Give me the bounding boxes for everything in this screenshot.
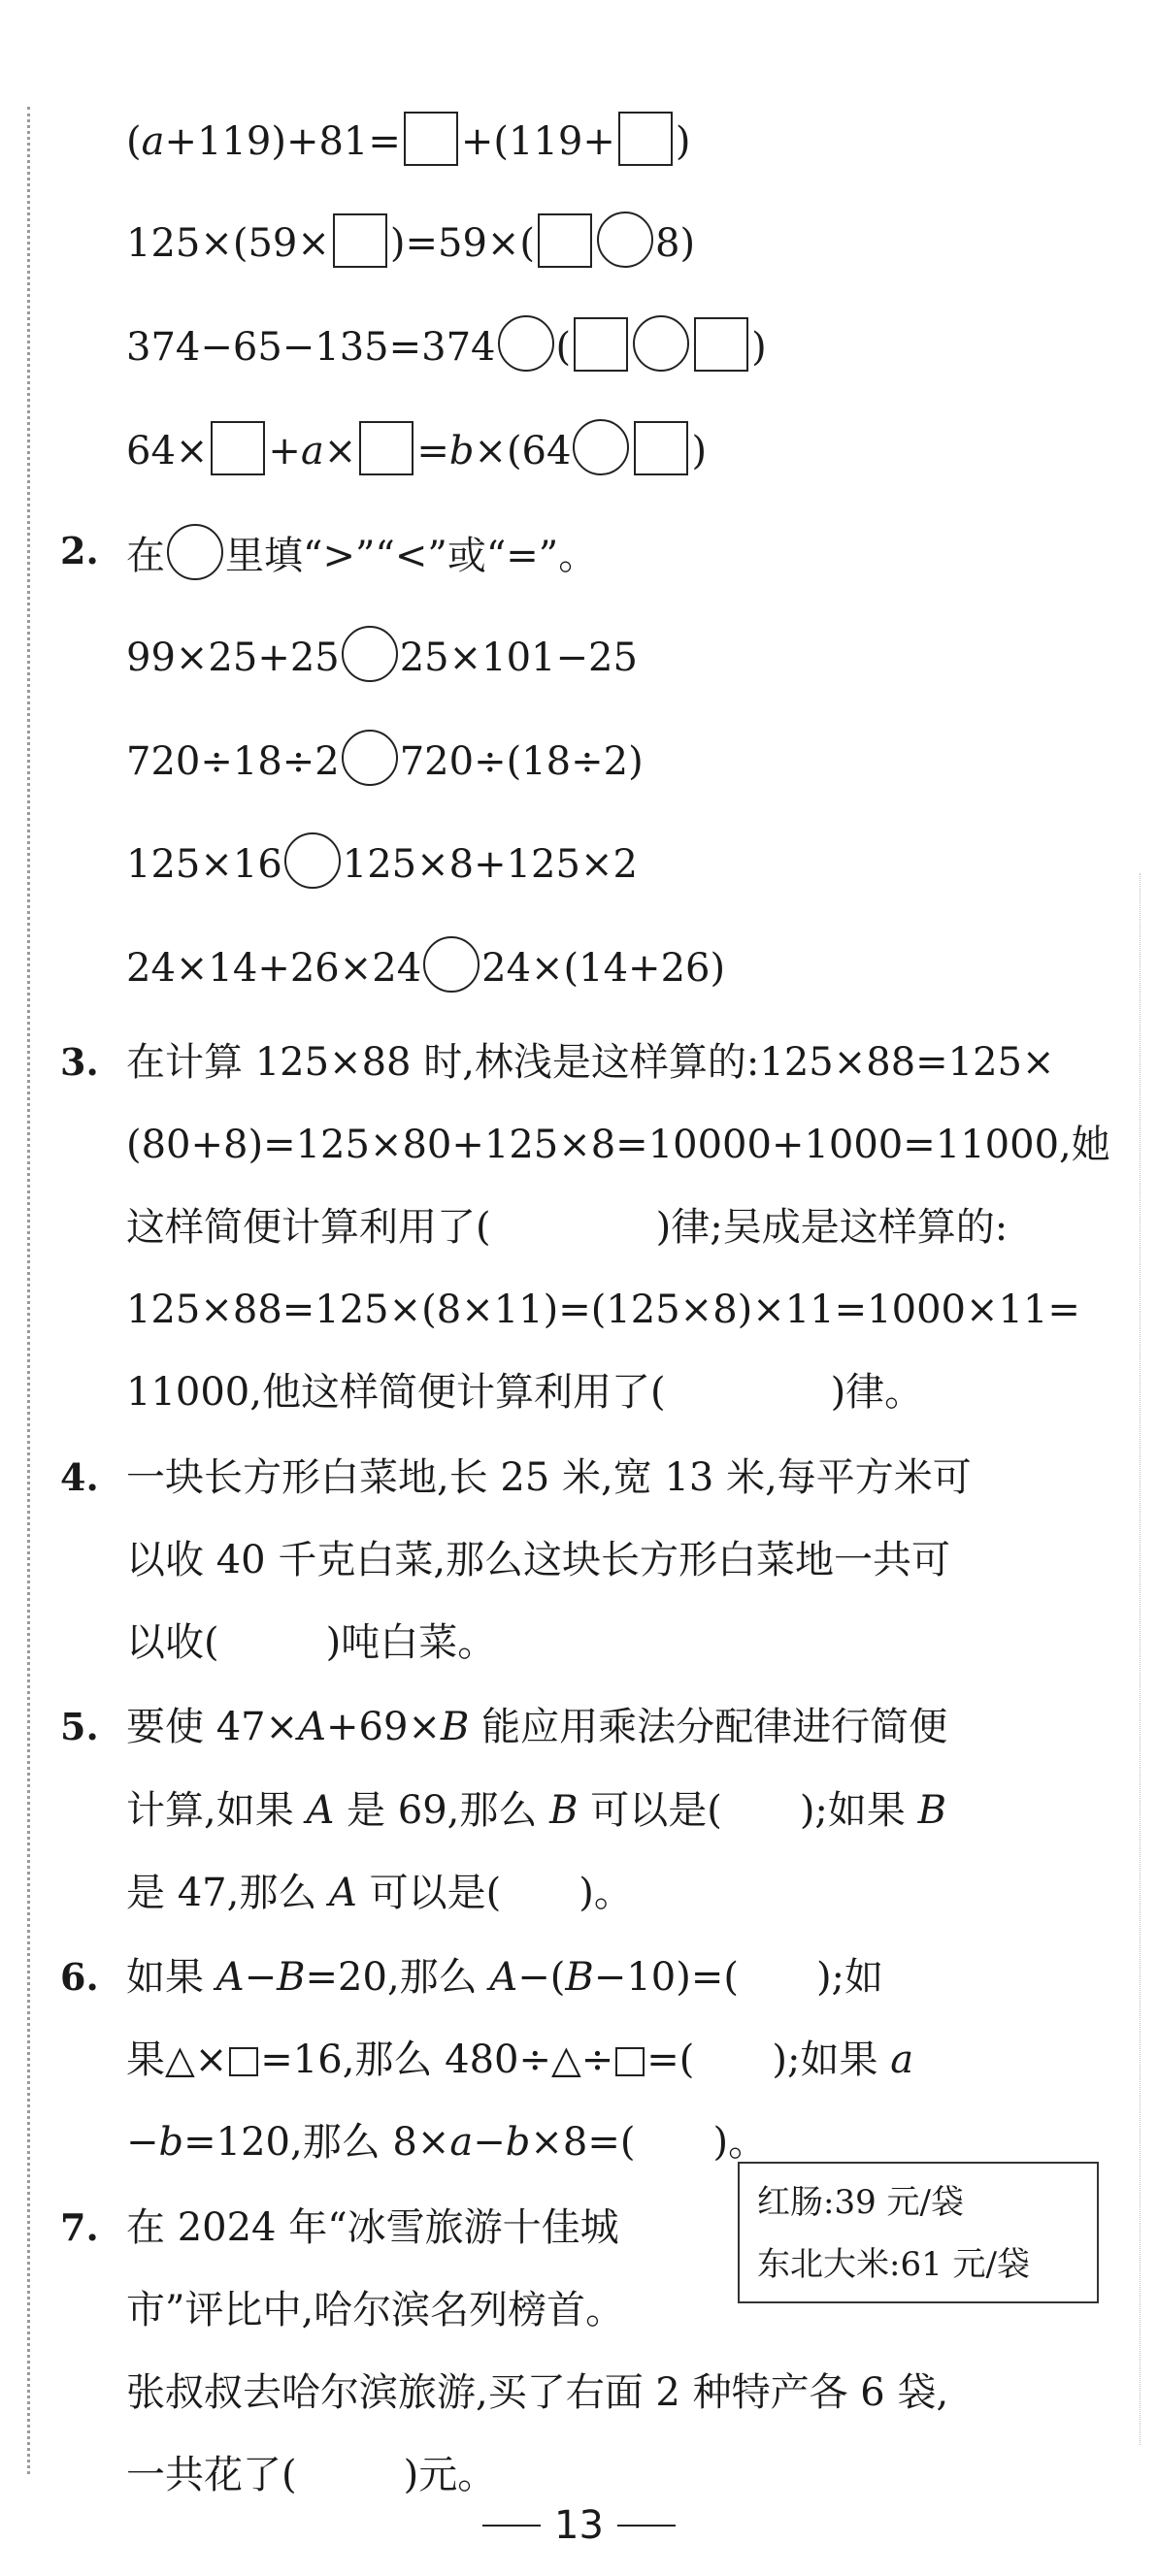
square-symbol [229, 2047, 258, 2076]
q5-line-1: 要使 47×A+69×B 能应用乘法分配律进行简便 [126, 1705, 948, 1749]
compare-circle[interactable] [423, 936, 480, 993]
operator-circle[interactable] [633, 315, 689, 372]
footer-dash-right [617, 2525, 676, 2527]
q6-line-3: −b=120,那么 8×a−b×8=( )。 [126, 2120, 768, 2165]
operator-circle[interactable] [498, 315, 554, 372]
q4-line-2: 以收 40 千克白菜,那么这块长方形白菜地一共可 [126, 1538, 951, 1582]
q7-line-4: 一共花了( )元。 [126, 2453, 497, 2497]
binding-margin-line [27, 107, 30, 2474]
operator-circle[interactable] [597, 212, 653, 268]
answer-box[interactable] [211, 421, 265, 475]
operator-circle-example [167, 524, 223, 580]
q2-compare-2: 720÷18÷2 720÷(18÷2) [126, 730, 1100, 789]
q5-line-3: 是 47,那么 A 可以是( )。 [126, 1871, 633, 1915]
question-number: 4. [60, 1455, 99, 1499]
price-item-sausage: 红肠:39 元/袋 [757, 2183, 964, 2222]
footer-dash-left [482, 2525, 541, 2527]
q2-compare-4: 24×14+26×24 24×(14+26) [126, 936, 1100, 995]
q2-compare-3: 125×16 125×8+125×2 [126, 832, 1100, 892]
q3-line-1: 在计算 125×88 时,林浅是这样算的:125×88=125× [126, 1040, 1055, 1085]
question-number: 2. [60, 529, 99, 572]
q3-line-4: 125×88=125×(8×11)=(125×8)×11=1000×11= [126, 1288, 1080, 1332]
q7-line-2: 市”评比中,哈尔滨名列榜首。 [126, 2288, 625, 2332]
operator-circle[interactable] [573, 419, 629, 475]
q7-line-3: 张叔叔去哈尔滨旅游,买了右面 2 种特产各 6 袋, [126, 2370, 949, 2415]
q4-line-3: 以收( )吨白菜。 [126, 1620, 497, 1665]
q5-line-2: 计算,如果 A 是 69,那么 B 可以是( );如果 B [126, 1788, 947, 1833]
q1-line-2: 125×(59× )=59×( 8) [126, 212, 1100, 271]
compare-circle[interactable] [342, 626, 398, 682]
question-number: 7. [60, 2205, 99, 2249]
answer-box[interactable] [574, 317, 628, 372]
q7-line-1: 在 2024 年“冰雪旅游十佳城 [126, 2205, 619, 2250]
compare-circle[interactable] [284, 832, 341, 889]
answer-box[interactable] [538, 213, 592, 268]
square-symbol [615, 2047, 645, 2076]
price-info-box [738, 2162, 1099, 2303]
q3-line-2: (80+8)=125×80+125×8=10000+1000=11000,她 [126, 1123, 1110, 1167]
question-number: 6. [60, 1955, 99, 1999]
page-footer [0, 2503, 1158, 2548]
q1-line-3: 374−65−135=374 ( ) [126, 315, 1100, 375]
answer-box[interactable] [404, 112, 458, 166]
right-margin-line [1140, 873, 1141, 2445]
q2-title: 在 里填“>”“<”或“=”。 [126, 524, 1100, 583]
compare-circle[interactable] [342, 730, 398, 786]
q1-line-1: (a+119)+81= +(119+ ) [126, 112, 1100, 169]
q3-line-3: 这样简便计算利用了( )律;吴成是这样算的: [126, 1205, 1009, 1250]
question-number: 5. [60, 1705, 99, 1748]
page-number: 13 [554, 2503, 604, 2548]
q1-line-4: 64× +a× =b×(64 ) [126, 419, 1100, 478]
price-item-rice: 东北大米:61 元/袋 [757, 2245, 1030, 2284]
q6-line-1: 如果 A−B=20,那么 A−(B−10)=( );如 [126, 1955, 884, 2000]
answer-box[interactable] [618, 112, 673, 166]
answer-box[interactable] [694, 317, 748, 372]
q2-compare-1: 99×25+25 25×101−25 [126, 626, 1100, 685]
answer-box[interactable] [333, 213, 387, 268]
q3-line-5: 11000,他这样简便计算利用了( )律。 [126, 1370, 924, 1415]
q6-line-2: 果△× =16,那么 480÷△÷ =( );如果 a [126, 2038, 914, 2082]
q4-line-1: 一块长方形白菜地,长 25 米,宽 13 米,每平方米可 [126, 1455, 972, 1500]
answer-box[interactable] [634, 421, 688, 475]
question-number: 3. [60, 1040, 99, 1084]
answer-box[interactable] [359, 421, 414, 475]
